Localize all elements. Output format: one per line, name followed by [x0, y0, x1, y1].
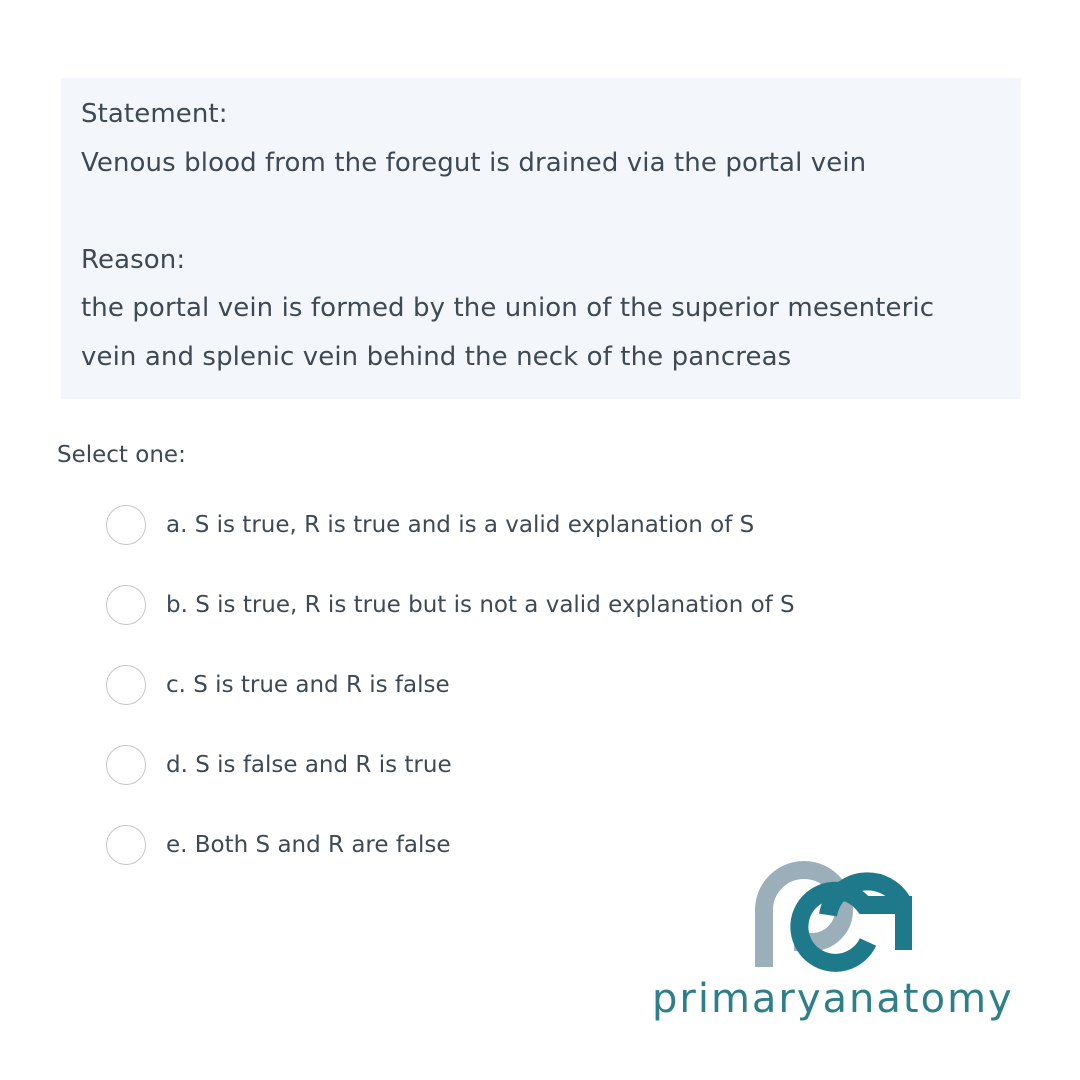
reason-label: Reason: [81, 244, 186, 275]
option-e-label[interactable]: e. Both S and R are false [166, 832, 451, 858]
option-b-label[interactable]: b. S is true, R is true but is not a valid explanation of S [166, 592, 795, 618]
statement-label: Statement: [81, 99, 228, 129]
question-box [61, 78, 1021, 399]
logo-mark-icon [752, 855, 912, 980]
radio-button-b[interactable] [106, 585, 146, 625]
statement-text: Venous blood from the foregut is drained via the portal vein [81, 147, 867, 178]
reason-text-line-1: the portal vein is formed by the union of the superior mesenteric [81, 293, 935, 323]
radio-button-e[interactable] [106, 825, 146, 865]
radio-button-c[interactable] [106, 665, 146, 705]
answer-options [106, 505, 795, 905]
option-b[interactable] [106, 585, 795, 625]
radio-button-a[interactable] [106, 505, 146, 545]
option-d-label[interactable]: d. S is false and R is true [166, 752, 452, 778]
radio-button-d[interactable] [106, 745, 146, 785]
option-c-label[interactable]: c. S is true and R is false [166, 672, 450, 698]
logo-a-shape [799, 891, 904, 963]
brand-name: primaryanatomy [652, 976, 1014, 1022]
option-d[interactable] [106, 745, 795, 785]
select-one-label: Select one: [57, 442, 186, 468]
reason-text-line-2: vein and splenic vein behind the neck of the pancreas [81, 341, 792, 372]
spacer [81, 187, 1001, 236]
option-a-label[interactable]: a. S is true, R is true and is a valid explanation of S [166, 512, 755, 538]
primaryanatomy-logo [652, 855, 1022, 1030]
option-a[interactable] [106, 505, 795, 545]
option-c[interactable] [106, 665, 795, 705]
